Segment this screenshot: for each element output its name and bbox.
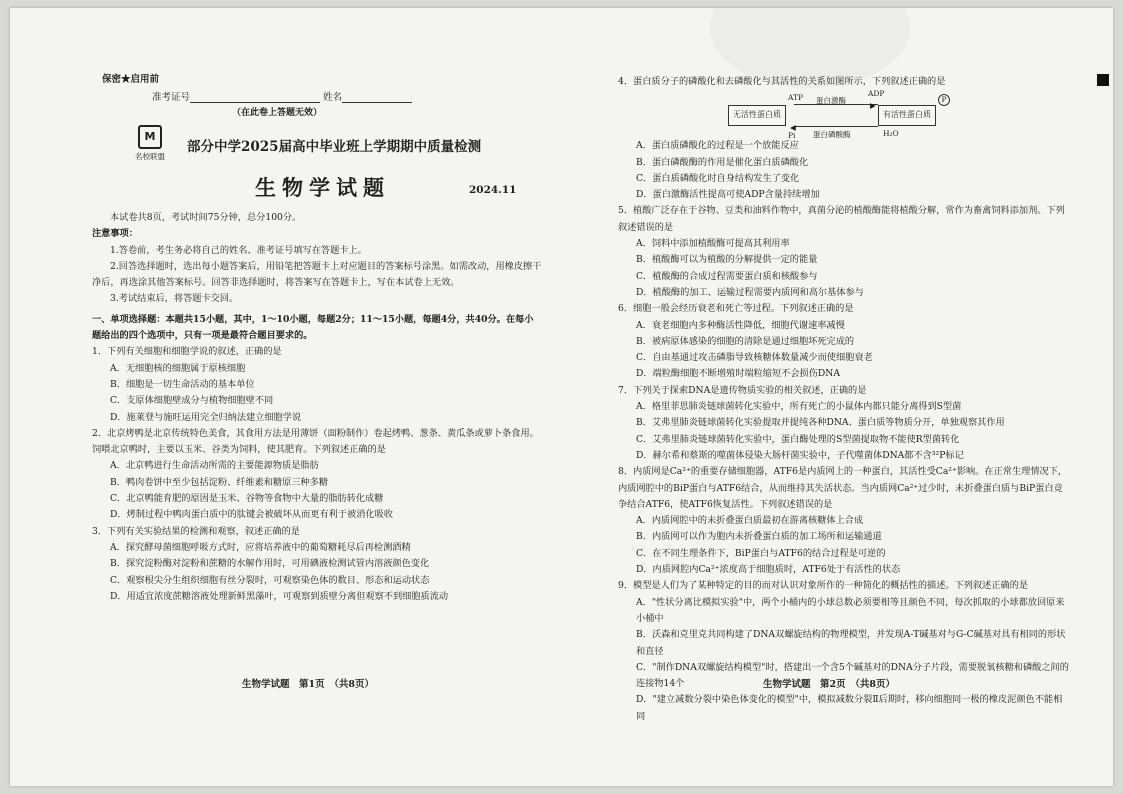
- option: A．蛋白质磷酸化的过程是一个放能反应: [636, 140, 799, 152]
- question-2: [92, 426, 542, 524]
- name-label: 姓名: [323, 92, 343, 103]
- page-footer-right: 生物学试题 第2页 （共8页）: [763, 679, 895, 690]
- notice-title: 注意事项：: [92, 228, 138, 240]
- notice-item: 1.答卷前，考生务必将自己的姓名、准考证号填写在答题卡上。: [110, 244, 367, 256]
- question-stem: 6．细胞一般会经历衰老和死亡等过程。下列叙述正确的是: [618, 303, 854, 315]
- option: D．赫尔希和蔡斯的噬菌体侵染大肠杆菌实验中，子代噬菌体DNA都不含³²P标记: [636, 449, 964, 461]
- option: B．鸭肉卷饼中至少包括淀粉、纤维素和糖原三种多糖: [110, 476, 329, 488]
- option: C．观察根尖分生组织细胞有丝分裂时，可观察染色体的数目、形态和运动状态: [110, 574, 430, 586]
- water-label: H₂O: [883, 129, 899, 139]
- question-6: [618, 301, 1070, 382]
- intro-text: 本试卷共8页，考试时间75分钟，总分100分。: [110, 212, 302, 223]
- question-stem: 7．下列关于探索DNA是遗传物质实验的相关叙述，正确的是: [618, 384, 867, 396]
- id-line: [190, 92, 320, 103]
- question-8: [618, 464, 1070, 578]
- option: C．自由基通过攻击磷脂导致核糖体数量减少而使细胞衰老: [636, 352, 873, 364]
- left-page: [92, 8, 542, 786]
- option: D．"建立减数分裂中染色体变化的模型"中，模拟减数分裂Ⅱ后期时，移向细胞同一极的橡皮泥颜色不能相同: [636, 694, 1063, 722]
- logo-mark-icon: M: [138, 125, 162, 149]
- question-stem: 8．内质网是Ca²⁺的重要存储细胞器，ATF6是内质网上的一种蛋白，其活性受Ca²⁺影响。在正常生理情况下，内质网腔中的BiP蛋白与ATF6结合，从而维持其失活状态。当内质网Ca²⁺过少时，未折叠蛋白质与BiP蛋白竞争结合ATF6，使ATF6恢复活性。下列叙述错误的是: [618, 466, 1068, 510]
- registration-mark: [1097, 74, 1109, 86]
- question-3: [92, 524, 542, 605]
- option: C．艾弗里肺炎链球菌转化实验中，蛋白酶处理的S型菌提取物不能使R型菌转化: [636, 433, 960, 445]
- option: D．用适宜浓度蔗糖溶液处理新鲜黑藻叶，可观察到质壁分离但观察不到细胞质流动: [110, 590, 449, 602]
- question-7: [618, 383, 1070, 464]
- question-5: [618, 203, 1070, 301]
- phosphate-circle: P: [938, 94, 950, 106]
- question-4: [618, 74, 1070, 203]
- id-label: 准考证号: [152, 92, 191, 103]
- option: D．施莱登与施旺运用完全归纳法建立细胞学说: [110, 411, 302, 423]
- option: D．内质网腔内Ca²⁺浓度高于细胞质时，ATF6处于有活性的状态: [636, 564, 901, 576]
- right-page: [618, 8, 1070, 786]
- exam-sheet: [10, 8, 1113, 786]
- option: C．在不同生理条件下，BiP蛋白与ATF6的结合过程是可逆的: [636, 547, 886, 559]
- question-1: [92, 344, 542, 425]
- left-body: [92, 210, 542, 605]
- option: D．端粒酶细胞不断增殖时端粒缩短不会损伤DNA: [636, 368, 840, 380]
- option: B．内质网可以作为胞内未折叠蛋白质的加工场所和运输通道: [636, 531, 882, 543]
- school-logo: [130, 125, 170, 162]
- option: C．植酸酶的合成过程需要蛋白质和核酸参与: [636, 270, 818, 282]
- question-stem: 3．下列有关实验结果的检测和观察，叙述正确的是: [92, 525, 300, 537]
- option: D．蛋白激酶活性提高可使ADP含量持续增加: [636, 189, 820, 201]
- phosphatase-label: 蛋白磷酸酶: [813, 130, 851, 140]
- option: A．格里菲思肺炎链球菌转化实验中，所有死亡的小鼠体内都只能分离得到S型菌: [636, 401, 962, 413]
- question-stem: 1．下列有关细胞和细胞学说的叙述，正确的是: [92, 346, 282, 358]
- adp-label: ADP: [868, 89, 885, 99]
- page-footer-left: 生物学试题 第1页 （共8页）: [242, 679, 374, 690]
- option: B．被病原体感染的细胞的清除是通过细胞坏死完成的: [636, 335, 855, 347]
- option: D．烤制过程中鸭肉蛋白质中的肽键会被破坏从而更有利于被消化吸收: [110, 509, 393, 521]
- option: D．植酸酶的加工、运输过程需要内质网和高尔基体参与: [636, 286, 864, 298]
- candidate-fields: [152, 89, 412, 103]
- atp-label: ATP: [788, 93, 804, 103]
- invalid-note: （在此卷上答题无效）: [232, 108, 323, 118]
- option: A．探究酵母菌细胞呼吸方式时，应将培养液中的葡萄糖耗尽后再检测酒精: [110, 541, 411, 553]
- option: C．支原体细胞壁成分与植物细胞壁不同: [110, 395, 274, 407]
- option: B．探究淀粉酶对淀粉和蔗糖的水解作用时，可用碘液检测试管内溶液颜色变化: [110, 558, 430, 570]
- option: A．内质网腔中的未折叠蛋白质最初在游离核糖体上合成: [636, 515, 864, 527]
- pi-label: Pi: [788, 131, 796, 141]
- arrow-head-right-icon: ▶: [870, 101, 876, 111]
- option: B．艾弗里肺炎链球菌转化实验提取并提纯各种DNA、蛋白质等物质分开，单独观察其作用: [636, 417, 1005, 429]
- right-body: [618, 74, 1070, 725]
- subject-title: 生物学试题: [255, 175, 390, 200]
- question-stem: 4．蛋白质分子的磷酸化和去磷酸化与其活性的关系如图所示，下列叙述正确的是: [618, 76, 946, 87]
- name-line: [342, 92, 412, 103]
- question-stem: 5．植酸广泛存在于谷物、豆类和油料作物中，真菌分泌的植酸酶能将植酸分解，常作为畜禽饲料添加剂。下列叙述错误的是: [618, 205, 1065, 233]
- option: A．衰老细胞内多种酶活性降低，细胞代谢速率减慢: [636, 319, 845, 331]
- option: B．蛋白磷酸酶的作用是催化蛋白质磷酸化: [636, 156, 809, 168]
- question-stem: 2．北京烤鸭是北京传统特色美食，其食用方法是用薄饼（面粉制作）卷起烤鸭、葱条、黄瓜条或萝卜条食用。饲喂北京鸭时，主要以玉米、谷类为饲料，使其肥育。下列叙述正确的是: [92, 427, 539, 456]
- option: B．细胞是一切生命活动的基本单位: [110, 378, 255, 390]
- option: C．"制作DNA双螺旋结构模型"时，搭建出一个含5个碱基对的DNA分子片段，需要脱氧核糖和磷酸之间的连接物14个: [636, 661, 1069, 690]
- option: B．沃森和克里克共同构建了DNA双螺旋结构的物理模型，并发现A-T碱基对与G-C碱基对具有相同的形状和直径: [636, 629, 1066, 657]
- option: A．饲料中添加植酸酶可提高其利用率: [636, 238, 790, 250]
- exam-title: 部分中学2025届高中毕业班上学期期中质量检测: [187, 139, 482, 155]
- section-heading: 一、单项选择题：本题共15小题，其中，1～10小题，每题2分；11～15小题，每题4分，共40分。在每小题给出的四个选项中，只有一项是最符合题目要求的。: [92, 313, 534, 342]
- option: A．"性状分离比模拟实验"中，两个小桶内的小球总数必须要相等且颜色不同，每次抓取的小球都放回原来小桶中: [636, 596, 1065, 624]
- option: C．蛋白质磷酸化时自身结构发生了变化: [636, 172, 800, 184]
- option: C．北京鸭能育肥的原因是玉米、谷物等食物中大量的脂肪转化成糖: [110, 493, 384, 505]
- confidential-label: 保密★启用前: [102, 74, 160, 85]
- option: B．植酸酶可以为植酸的分解提供一定的能量: [636, 254, 818, 266]
- logo-text: 名校联盟: [135, 152, 165, 161]
- kinase-label: 蛋白激酶: [816, 96, 846, 106]
- phosphorylation-diagram: [728, 89, 948, 141]
- question-9: [618, 578, 1070, 725]
- notice-item: 2.回答选择题时，选出每小题答案后，用铅笔把答题卡上对应题目的答案标号涂黑。如需改动，用橡皮擦干净后，再选涂其他答案标号。回答非选择题时，将答案写在答题卡上，写在本试卷上无效。: [92, 260, 542, 289]
- exam-date: 2024.11: [469, 184, 517, 196]
- notice-item: 3.考试结束后，将答题卡交回。: [110, 293, 239, 305]
- inactive-protein-box: 无活性蛋白质: [728, 105, 786, 125]
- option: A．无细胞核的细胞属于原核细胞: [110, 362, 246, 374]
- arrow-head-left-icon: ◀: [790, 123, 796, 133]
- option: A．北京鸭进行生命活动所需的主要能源物质是脂肪: [110, 460, 319, 472]
- active-protein-box: 有活性蛋白质: [878, 105, 936, 125]
- question-stem: 9．模型是人们为了某种特定的目的而对认识对象所作的一种简化的概括性的描述。下列叙述正确的是: [618, 580, 1029, 592]
